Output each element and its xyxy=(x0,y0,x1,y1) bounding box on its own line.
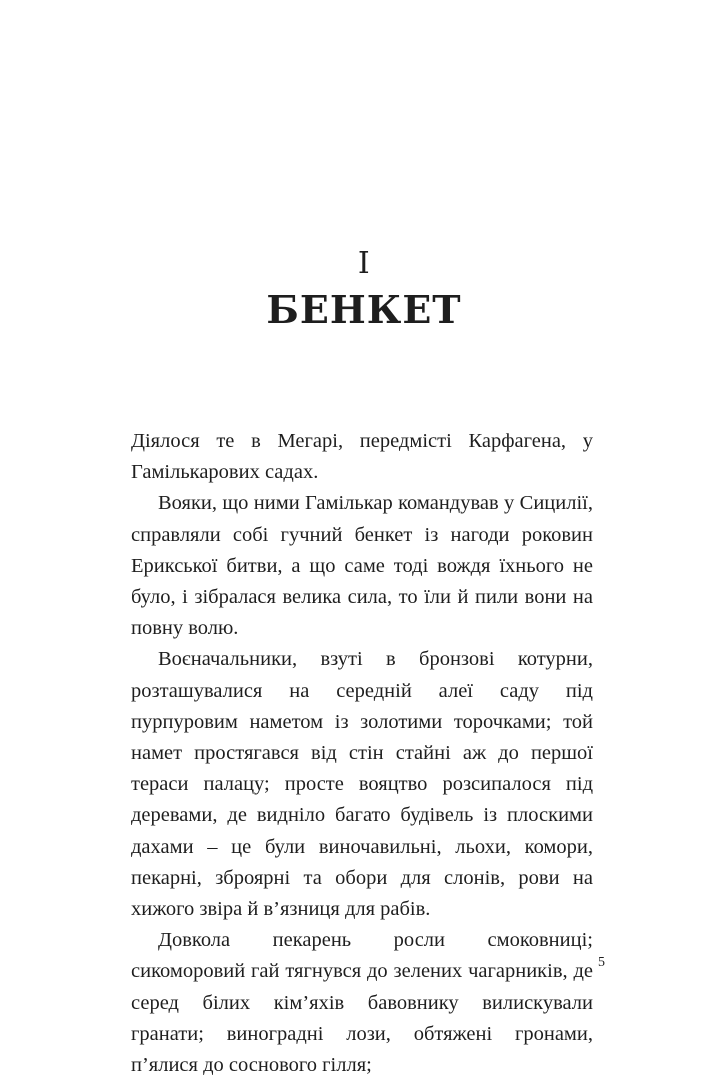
chapter-title: БЕНКЕТ xyxy=(266,287,462,332)
paragraph-3: Воєначальники, взуті в бронзові котурни, розташувалися на середній алеї саду під пурпуровим наметом із золотими торочками; той намет простягався від стін стайні аж до першої тераси палацу; просте вояцтво розсипалося під деревами, де видніло багато будівель із плоскими дахами – це були виночавильні, льохи, комори, пекарні, зброярні та обори для слонів, рови на хижого звіра й в’язниця для рабів. xyxy=(131,648,593,921)
chapter-number: I xyxy=(357,246,371,281)
page-number: 5 xyxy=(598,955,605,970)
paragraph-2: Вояки, що ними Гамількар командував у Сицилії, справляли собі гучний бенкет із нагоди роковин Ерикської битви, а що саме тоді вождя їхнього не було, і зібралася велика сила, то їли й пили вони на повну волю. xyxy=(131,492,593,640)
chapter-body xyxy=(131,426,593,1081)
paragraph-4: Довкола пекарень росли смоковниці; сикоморовий гай тягнувся до зелених чагарників, де серед білих кім’яхів бавовнику вилискували гранати; виноградні лози, обтяжені гронами, п’ялися до соснового гілля; xyxy=(131,929,593,1077)
paragraph-1: Діялося те в Мегарі, передмісті Карфагена, у Гамількарових садах. xyxy=(131,430,593,484)
